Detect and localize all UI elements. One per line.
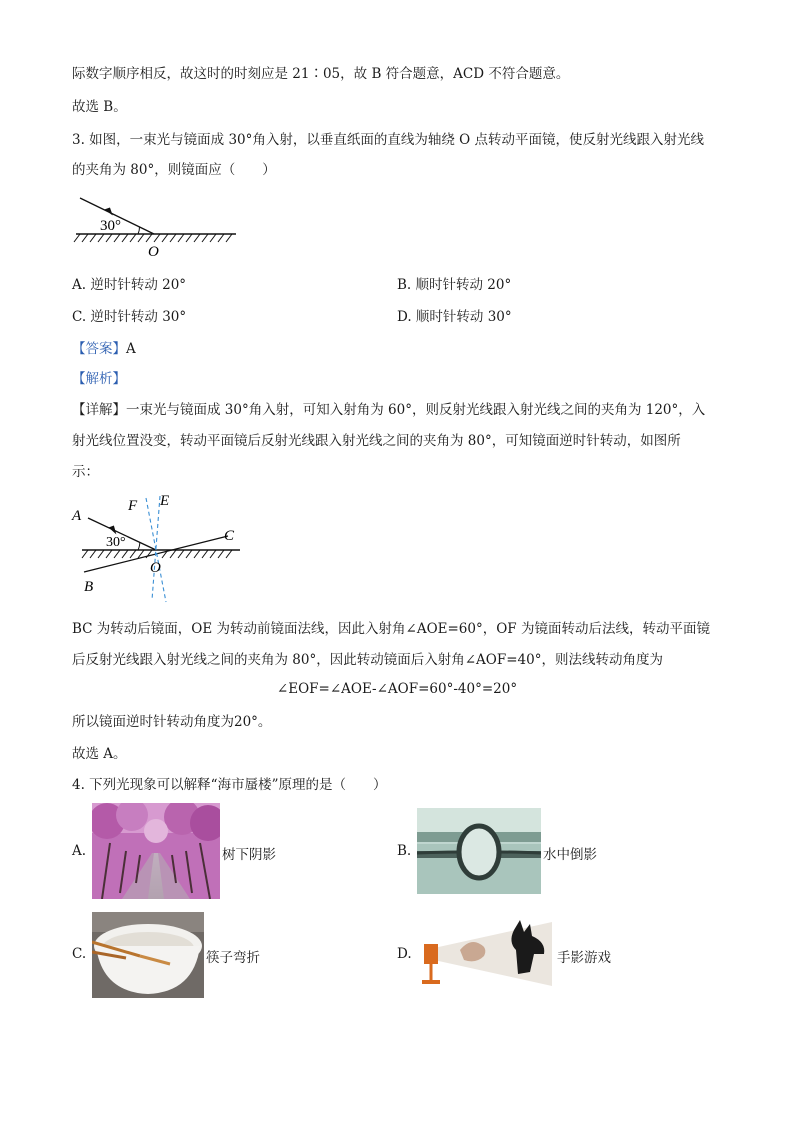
question-4: 4. 下列光现象可以解释“海市蜃楼”原理的是（ ）: [72, 777, 387, 793]
fig2-angle-label: 30°: [106, 535, 126, 550]
q4-option-d-text: 手影游戏: [557, 950, 611, 966]
question-3-line-1: 3. 如图，一束光与镜面成 30°角入射，以垂直纸面的直线为轴绕 O 点转动平面镜，使反射光线跟入射光线: [72, 132, 705, 148]
question-3-line-2: 的夹角为 80°，则镜面应（ ）: [72, 162, 276, 178]
answer-line: [72, 339, 136, 359]
q4-option-b-text: 水中倒影: [543, 847, 597, 863]
fig2-label-b: B: [84, 579, 94, 595]
detail-line-2: 射光线位置没变，转动平面镜后反射光线跟入射光线之间的夹角为 80°，可知镜面逆时针转动，如图所: [72, 433, 681, 449]
q3-option-a: A. 逆时针转动 20°: [72, 277, 187, 293]
q3-option-b: B. 顺时针转动 20°: [397, 277, 512, 293]
fig2-label-f: F: [128, 498, 138, 514]
analysis-line: [72, 369, 126, 389]
text-line-2: 故选 B。: [72, 99, 127, 115]
fig1-angle-label: 30°: [100, 218, 121, 234]
conclusion-line: 所以镜面逆时针转动角度为20°。: [72, 714, 272, 730]
analysis-tag: 【解析】: [72, 371, 126, 387]
q4-option-d-letter: D.: [397, 946, 412, 962]
answer-tag: 【答案】: [72, 341, 126, 357]
q4-option-b-image: [417, 808, 541, 894]
detail-line-3: 示：: [72, 464, 99, 480]
figure-incident-ray: [68, 190, 243, 260]
q4-option-c-text: 筷子弯折: [206, 950, 260, 966]
fig2-label-a: A: [72, 508, 82, 524]
formula: ∠EOF=∠AOE-∠AOF=60°-40°=20°: [276, 681, 518, 697]
detail-line-1: [72, 400, 705, 420]
choose-line: 故选 A。: [72, 746, 127, 762]
q4-option-b-letter: B.: [397, 843, 412, 859]
q3-option-d: D. 顺时针转动 30°: [397, 309, 512, 325]
q3-option-c: C. 逆时针转动 30°: [72, 309, 187, 325]
q4-option-a-letter: A.: [72, 843, 87, 859]
bc-line-2: 后反射光线跟入射光线之间的夹角为 80°，因此转动镜面后入射角∠AOF=40°，则法线转动角度为: [72, 652, 663, 668]
detail-tag: 【详解】: [72, 402, 126, 418]
q4-option-a-image: [92, 803, 220, 899]
bc-line-1: BC 为转动后镜面，OE 为转动前镜面法线，因此入射角∠AOE=60°，OF 为镜面转动后法线，转动平面镜: [72, 621, 710, 637]
figure-rotated-mirror: [68, 490, 248, 605]
q4-option-a-text: 树下阴影: [222, 847, 276, 863]
fig1-point-label: O: [148, 244, 159, 260]
detail-text-1: 一束光与镜面成 30°角入射，可知入射角为 60°，则反射光线跟入射光线之间的夹角为 120°，入: [126, 402, 706, 418]
answer-value: A: [126, 341, 136, 357]
text-line-1: 际数字顺序相反，故这时的时刻应是 21∶05，故 B 符合题意，ACD 不符合题意。: [72, 66, 570, 82]
q4-option-c-image: [92, 912, 204, 998]
fig2-label-c: C: [224, 528, 235, 544]
q4-option-d-image: [418, 920, 552, 986]
fig2-label-e: E: [160, 493, 170, 509]
fig2-label-o: O: [150, 560, 161, 576]
q4-option-c-letter: C.: [72, 946, 87, 962]
